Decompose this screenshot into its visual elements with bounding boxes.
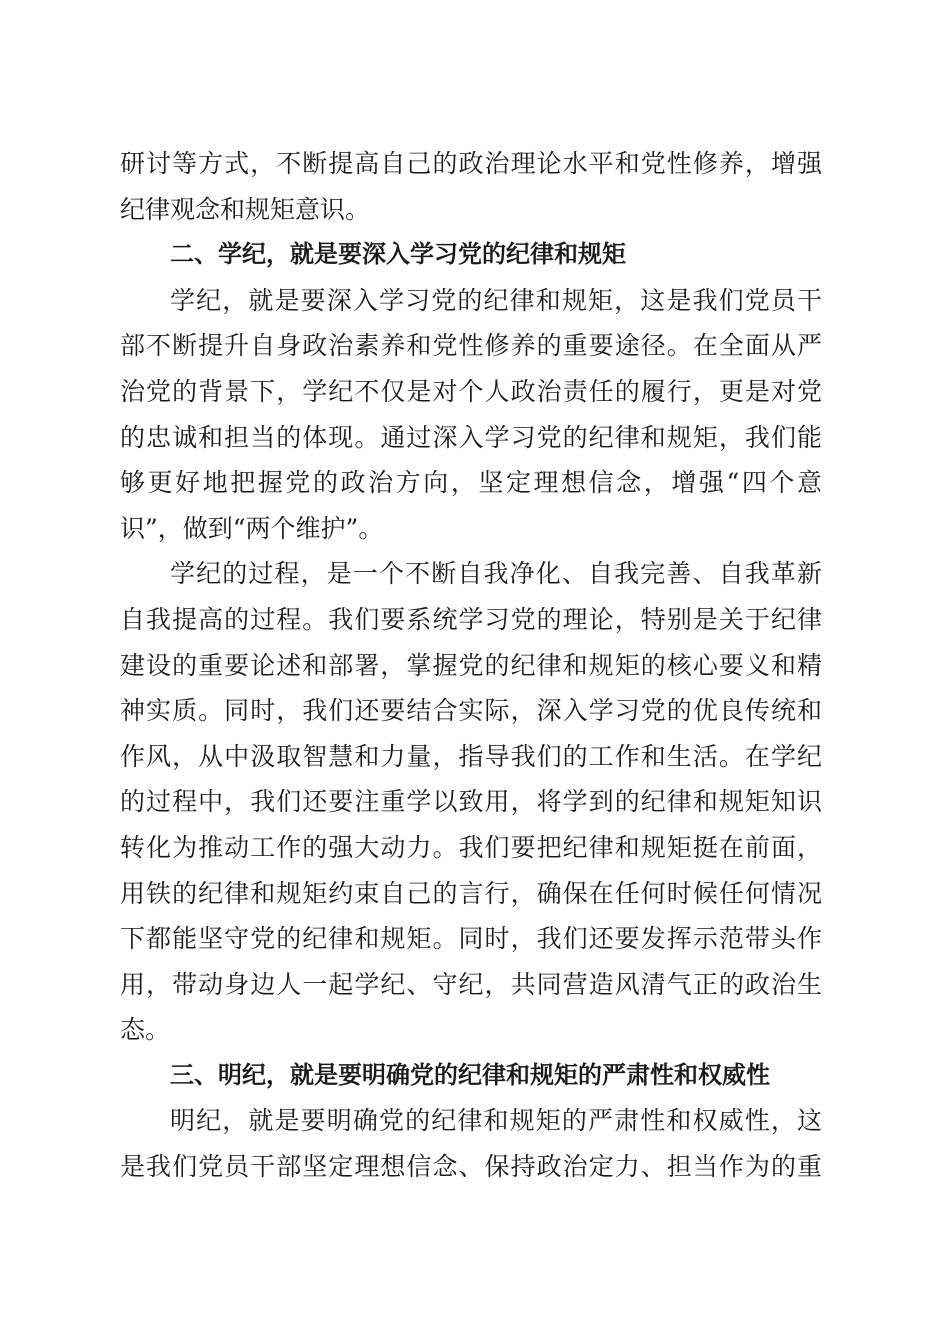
paragraph-line: 纪律观念和规矩意识。 [120,194,371,224]
paragraph-line: 神实质。同时，我们还要结合实际，深入学习党的优良传统和 [120,696,822,726]
paragraph-line: 下都能坚守党的纪律和规矩。同时，我们还要发挥示范带头作 [120,924,822,954]
paragraph-line: 研讨等方式，不断提高自己的政治理论水平和党性修养，增强 [120,149,822,178]
paragraph-line: 部不断提升自身政治素养和党性修养的重要途径。在全面从严 [120,331,822,361]
paragraph-line: 识”，做到“两个维护”。 [120,513,384,543]
section-heading-3: 三、明纪，就是要明确党的纪律和规矩的严肃性和权威性 [170,1060,770,1089]
paragraph-line: 建设的重要论述和部署，掌握党的纪律和规矩的核心要义和精 [120,650,822,680]
paragraph-line: 的过程中，我们还要注重学以致用，将学到的纪律和规矩知识 [120,787,822,817]
document-body [120,141,822,1190]
paragraph-line: 用，带动身边人一起学纪、守纪，共同营造风清气正的政治生 [120,969,822,999]
paragraph-line: 的忠诚和担当的体现。通过深入学习党的纪律和规矩，我们能 [120,422,822,452]
paragraph-line: 学纪的过程，是一个不断自我净化、自我完善、自我革新 [170,559,822,589]
paragraph-line: 转化为推动工作的强大动力。我们要把纪律和规矩挺在前面， [120,832,822,862]
paragraph-line: 明纪，就是要明确党的纪律和规矩的严肃性和权威性，这 [170,1106,822,1136]
paragraph-line: 态。 [120,1015,171,1045]
paragraph-line: 自我提高的过程。我们要系统学习党的理论，特别是关于纪律 [120,604,822,634]
section-heading-2: 二、学纪，就是要深入学习党的纪律和规矩 [170,240,626,269]
paragraph-line: 学纪，就是要深入学习党的纪律和规矩，这是我们党员干 [170,285,822,315]
paragraph-line: 作风，从中汲取智慧和力量，指导我们的工作和生活。在学纪 [120,741,822,771]
paragraph-line: 够更好地把握党的政治方向，坚定理想信念，增强“四个意 [120,468,822,498]
paragraph-line: 治党的背景下，学纪不仅是对个人政治责任的履行，更是对党 [120,376,822,406]
paragraph-line: 用铁的纪律和规矩约束自己的言行，确保在任何时候任何情况 [120,878,822,908]
paragraph-line: 是我们党员干部坚定理想信念、保持政治定力、担当作为的重 [120,1152,822,1182]
